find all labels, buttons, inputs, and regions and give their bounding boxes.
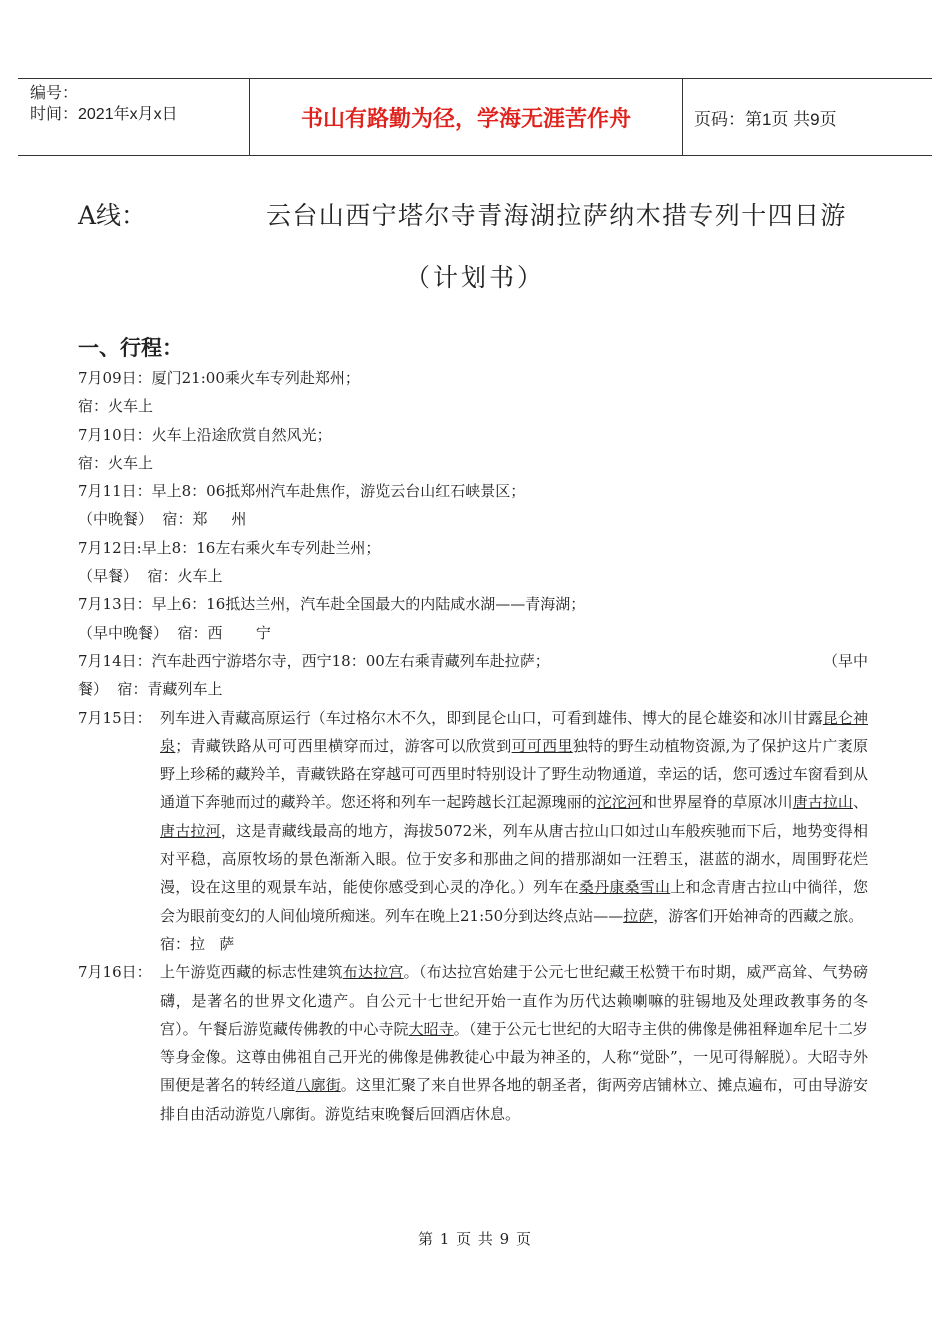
day-date: 7月16日：: [78, 963, 152, 982]
itinerary-line: （中晚餐） 宿：郑 州: [78, 510, 247, 529]
section-heading: 一、行程：: [78, 336, 183, 360]
page-footer: 第 1 页 共 9 页: [418, 1230, 532, 1248]
place-name: 唐古拉山: [792, 793, 853, 812]
place-name: 沱沱河: [596, 793, 643, 812]
day-entry-0715: [78, 704, 868, 959]
place-name: 八廓街: [295, 1076, 341, 1095]
itinerary-line: 7月10日：火车上沿途欣赏自然风光；: [78, 425, 332, 444]
day-entry-0716: [78, 958, 868, 1128]
itinerary-line: 餐） 宿：青藏列车上: [78, 680, 223, 699]
day-date: 7月15日：: [78, 708, 152, 727]
place-name: 昆仑神泉: [160, 708, 868, 755]
itinerary-line: （早中晚餐） 宿：西 宁: [78, 623, 271, 642]
place-name: 拉萨: [623, 906, 654, 925]
time-label: 时间：2021年x月x日: [30, 106, 178, 123]
itinerary-line: 7月11日：早上8：06抵郑州汽车赴焦作，游览云台山红石峡景区；: [78, 482, 526, 501]
itinerary-line: （早餐） 宿：火车上: [78, 567, 223, 586]
day-description: [160, 704, 868, 959]
itinerary-line: 7月09日：厦门21:00乘火车专列赴郑州；: [78, 369, 360, 387]
text-run: 。（布达拉宫始建于公元七世纪藏王松赞干布时期，威严高耸、气势磅礴，是著名的世界文化遗产。自公元十七世纪开始一直作为历代达赖喇嘛的驻锡地及处理政教事务的冬宫）。午餐后游览藏传佛教的中心寺院: [160, 963, 868, 1038]
itinerary-line: 宿：火车上: [78, 453, 154, 472]
text-run: 。（建于公元七世纪的大昭寺主供的佛像是佛祖释迦牟尼十二岁等身金像。这尊由佛祖自己开光的佛像是佛教徒心中最为神圣的，人称“觉卧”，一见可得解脱）。大昭寺外围便是著名的转经道: [160, 1019, 868, 1095]
text-run: 上和念青唐古拉山中徜徉，您会为眼前变幻的人间仙境所痴迷。列车在晚上21:50分到达终点站——: [160, 878, 868, 925]
itinerary-line: 7月13日：早上6：16抵达兰州，汽车赴全国最大的内陆咸水湖——青海湖；: [78, 595, 586, 614]
text-run: ，游客们开始神奇的西藏之旅。: [653, 906, 864, 925]
itinerary-line: 宿：火车上: [78, 397, 154, 416]
itinerary-line-text: 7月14日：汽车赴西宁游塔尔寺，西宁18：00左右乘青藏列车赴拉萨；: [78, 651, 550, 670]
stay-line: 宿：拉 萨: [160, 934, 235, 953]
itinerary: [78, 364, 868, 1128]
page-info: 页码：第1页 共9页: [694, 109, 837, 129]
itinerary-line: 7月12日:早上8：16左右乘火车专列赴兰州；: [78, 538, 381, 557]
motto: 书山有路勤为径，学海无涯苦作舟: [250, 79, 683, 155]
document-title: [78, 196, 878, 244]
text-run: 。这里汇聚了来自世界各地的朝圣者，街两旁店铺林立、摊点遍布，可由导游安排自由活动游览八廓街。游览结束晚餐后回酒店休息。: [160, 1076, 868, 1123]
place-name: 可可西里: [511, 736, 573, 755]
text-run: 、: [852, 793, 868, 812]
title-subtitle: （计划书）: [404, 263, 545, 292]
place-name: 桑丹康桑雪山: [578, 878, 671, 897]
text-run: 独特的野生动植物资源,为了保护这片广袤原野上珍稀的藏羚羊，青藏铁路在穿越可可西里时特别设计了野生动物通道，幸运的话，您可透过车窗看到从通道下奔驰而过的藏羚羊。您还将和列车一起跨越长江起源瑰丽的: [160, 736, 868, 812]
text-run: ，这是青藏线最高的地方，海拔5072米，列车从唐古拉山口如过山车般疾驰而下后，地势变得相对平稳，高原牧场的景色渐渐入眼。位于安多和那曲之间的措那湖如一汪碧玉，湛蓝的湖水，周围野花烂漫，设在这里的观景车站，能使你感受到心灵的净化。）列车在: [160, 821, 868, 897]
text-run: 上午游览西藏的标志性建筑: [160, 963, 343, 982]
text-run: 列车进入青藏高原运行（车过格尔木不久，即到昆仑山口，可看到雄伟、博大的昆仑雄姿和冰川甘露: [160, 708, 823, 727]
number-label: 编号：: [30, 85, 79, 102]
text-run: 和世界屋脊的草原冰川: [642, 793, 793, 812]
meal-note: （早中: [822, 651, 868, 670]
day-description: [160, 958, 868, 1128]
place-name: 大昭寺: [408, 1019, 454, 1038]
line-label: A线：: [78, 201, 147, 230]
itinerary-line: [78, 647, 868, 675]
header-meta-cell: [18, 79, 250, 155]
header-table: [18, 78, 932, 156]
place-name: 唐古拉河: [160, 821, 221, 840]
place-name: 布达拉宫: [342, 963, 404, 982]
title-main: 云台山西宁塔尔寺青海湖拉萨纳木措专列十四日游: [266, 201, 847, 230]
text-run: ；青藏铁路从可可西里横穿而过，游客可以欣赏到: [175, 736, 512, 755]
